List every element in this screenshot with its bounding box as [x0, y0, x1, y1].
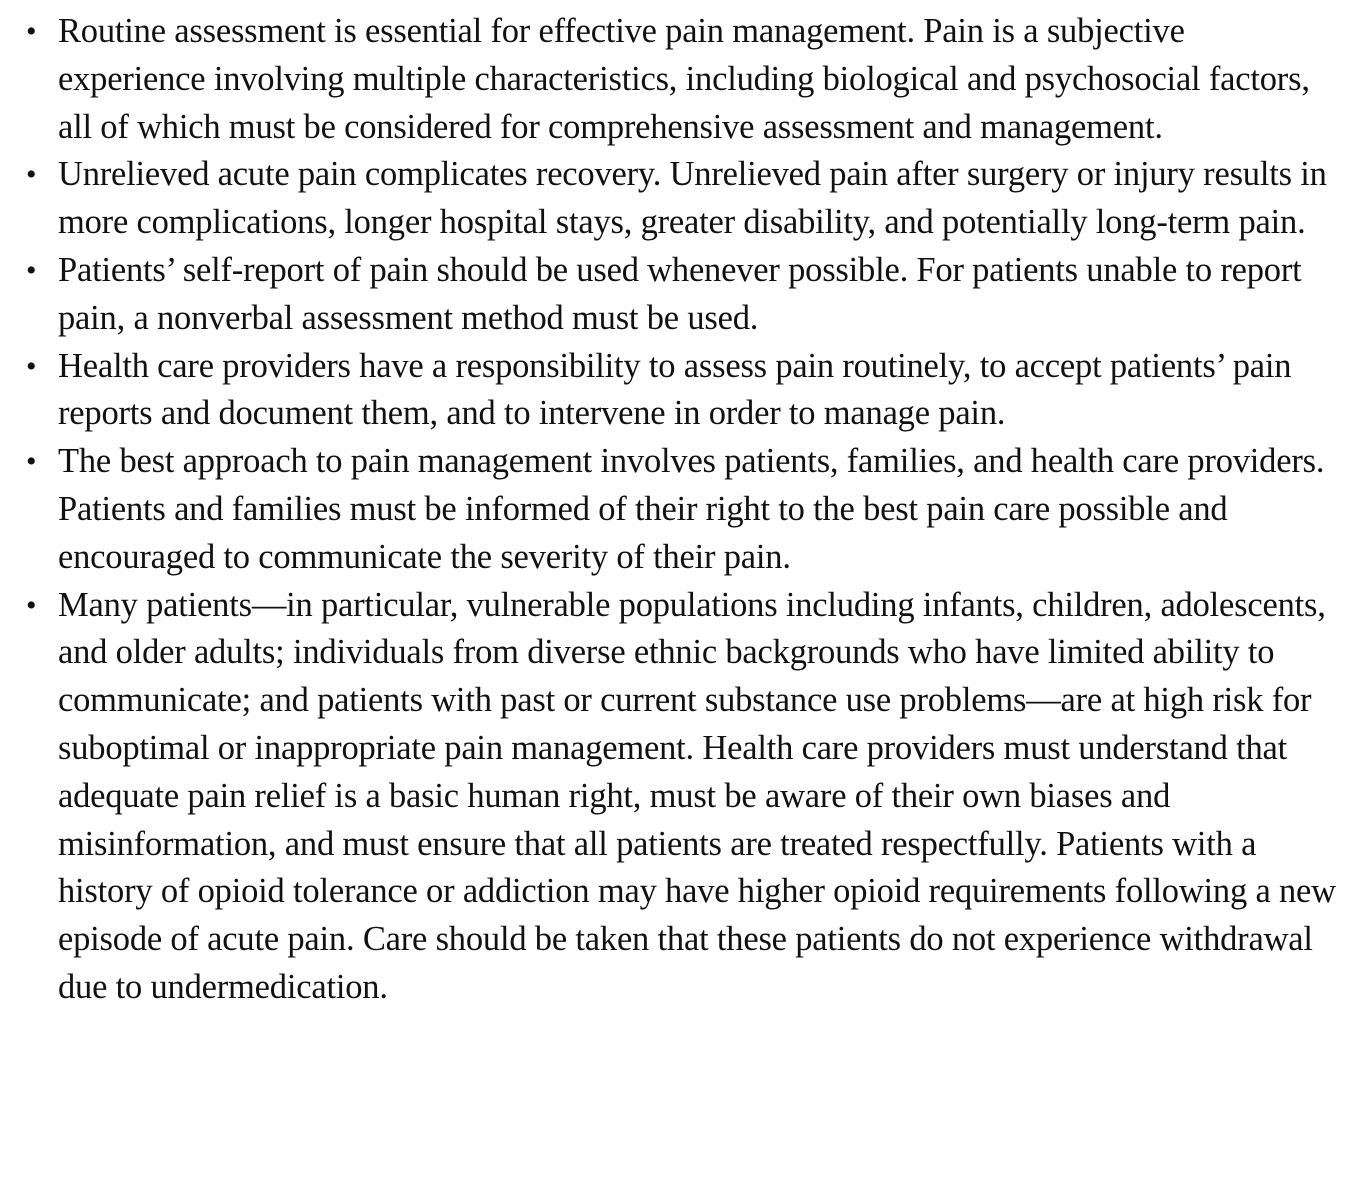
list-item	[26, 582, 1338, 1012]
bullet-list	[26, 8, 1338, 1012]
bullet-icon: •	[26, 588, 37, 622]
list-item	[26, 343, 1338, 439]
bullet-icon: •	[26, 158, 37, 192]
list-item	[26, 438, 1338, 581]
list-item-text: Routine assessment is essential for effective pain management. Pain is a subjective experience involving multiple characteristics, including biological and psychosocial factors, all of which must be considered for comprehensive assessment and management.	[58, 12, 1310, 146]
bullet-icon: •	[26, 349, 37, 383]
list-item-text: Unrelieved acute pain complicates recovery. Unrelieved pain after surgery or injury results in more complications, longer hospital stays, greater disability, and potentially long-term pain.	[58, 155, 1327, 242]
list-item	[26, 8, 1338, 151]
list-item-text: Patients’ self-report of pain should be used whenever possible. For patients unable to report pain, a nonverbal assessment method must be used.	[58, 250, 1302, 337]
list-item-text: The best approach to pain management involves patients, families, and health care providers. Patients and families must be informed of their right to the best pain care possible and encouraged to communicate the severity of their pain.	[58, 442, 1325, 576]
list-item	[26, 151, 1338, 247]
list-item-text: Health care providers have a responsibility to assess pain routinely, to accept patients’ pain reports and document them, and to intervene in order to manage pain.	[58, 346, 1292, 433]
list-item	[26, 247, 1338, 343]
bullet-icon: •	[26, 253, 37, 287]
list-item-text: Many patients—in particular, vulnerable populations including infants, children, adolescents, and older adults; individuals from diverse ethnic backgrounds who have limited ability to communicate; and patients with past or current substance use problems—are at high risk for suboptimal or inappropriate pain management. Health care providers must understand that adequate pain relief is a basic human right, must be aware of their own biases and misinformation, and must ensure that all patients are treated respectfully. Patients with a history of opioid tolerance or addiction may have higher opioid requirements following a new episode of acute pain. Care should be taken that these patients do not experience withdrawal due to undermedication.	[58, 585, 1336, 1006]
bullet-icon: •	[26, 445, 37, 479]
bullet-icon: •	[26, 15, 37, 48]
